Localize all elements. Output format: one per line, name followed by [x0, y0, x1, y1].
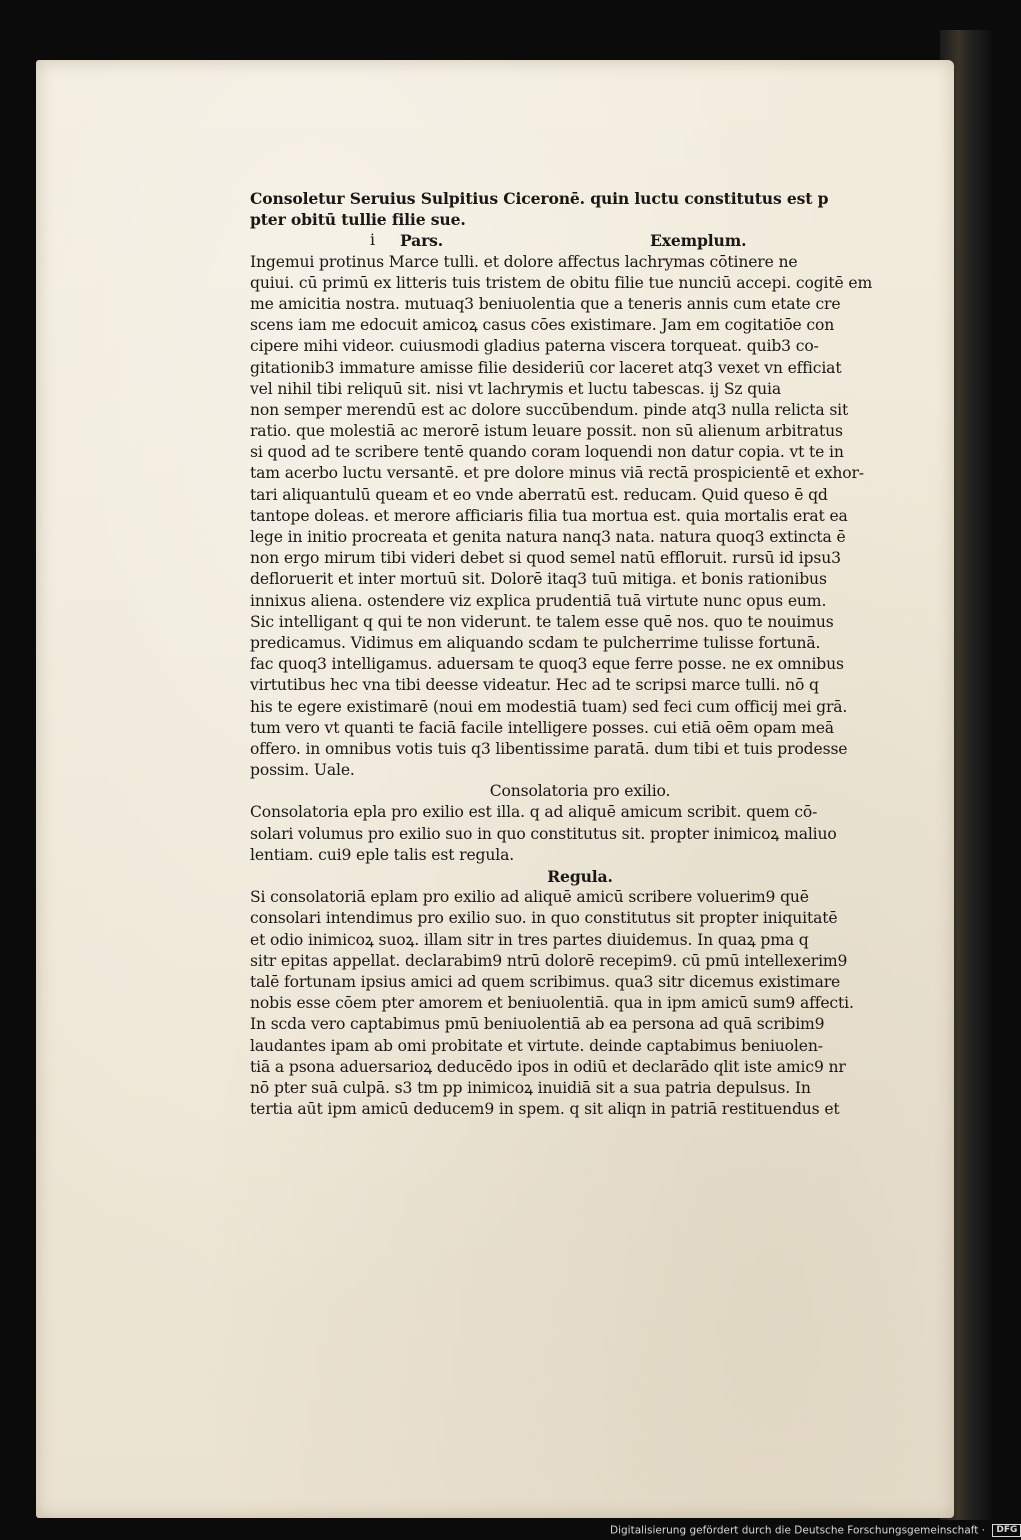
text-line: solari volumus pro exilio suo in quo constitutus sit. propter inimicoꝝ maliuo	[250, 824, 837, 843]
text-line: predicamus. Vidimus em aliquando scdam te pulcherrime tulisse fortunā.	[250, 633, 821, 652]
text-line: non semper merendū est ac dolore succūbendum. pinde atq3 nulla relicta sit	[250, 400, 849, 419]
pars-marker: i	[370, 231, 375, 250]
text-line: et odio inimicoꝝ suoꝝ. illam sitr in tres partes diuidemus. In quaꝝ pma q	[250, 930, 809, 949]
text-line: consolari intendimus pro exilio suo. in quo constitutus sit propter iniquitatē	[250, 909, 838, 928]
text-line: si quod ad te scribere tentē quando coram loquendi non datur copia. vt te in	[250, 443, 844, 462]
text-line: defloruerit et inter mortuū sit. Dolorē itaq3 tuū mitiga. et bonis rationibus	[250, 570, 827, 589]
dfg-logo: DFG	[992, 1524, 1021, 1537]
digitization-footer	[610, 1524, 1021, 1538]
consolatoria-intro	[250, 802, 910, 866]
text-line: offero. in omnibus votis tuis q3 libentissime paratā. dum tibi et tuis prodesse	[250, 739, 848, 758]
exemplum-body	[250, 252, 910, 782]
pars-label: Pars.	[400, 231, 444, 251]
footer-separator-icon: ·	[978, 1524, 989, 1537]
text-line: gitationib3 immature amisse filie desideriū cor laceret atq3 vexet vn efficiat	[250, 358, 842, 377]
heading-line-2: pter obitū tullie filie sue.	[250, 210, 466, 230]
text-line: cipere mihi videor. cuiusmodi gladius paterna viscera torqueat. quib3 co-	[250, 337, 819, 356]
text-line: lentiam. cui9 eple talis est regula.	[250, 845, 515, 864]
text-line: virtutibus hec vna tibi deesse videatur. Hec ad te scripsi marce tulli. nō q	[250, 676, 819, 695]
text-line: talē fortunam ipsius amici ad quem scribimus. qua3 sitr dicemus existimare	[250, 972, 841, 991]
text-line: tari aliquantulū queam et eo vnde aberratū est. reducam. Quid queso ē qd	[250, 485, 828, 504]
text-line: ratio. que molestiā ac merorē istum leuare possit. non sū alienum arbitratus	[250, 422, 843, 441]
text-line: his te egere existimarē (noui em modestiā tuam) sed feci cum officij mei grā.	[250, 697, 848, 716]
text-line: Sic intelligant q qui te non viderunt. te talem esse quē nos. quo te nouimus	[250, 612, 834, 631]
text-line: Consolatoria epla pro exilio est illa. q ad aliquē amicum scribit. quem cō-	[250, 803, 818, 822]
text-line: tiā a psona aduersarioꝝ deducēdo ipos in odiū et declarādo qlit iste amic9 nr	[250, 1057, 846, 1076]
text-line: nobis esse cōem pter amorem et beniuolentiā. qua in ipm amicū sum9 affecti.	[250, 994, 854, 1013]
text-line: Si consolatoriā eplam pro exilio ad aliquē amicū scribere voluerim9 quē	[250, 888, 809, 907]
text-line: tertia aūt ipm amicū deducem9 in spem. q sit aliqn in patriā restituendus et	[250, 1100, 840, 1119]
text-line: In scda vero captabimus pmū beniuolentiā ab ea persona ad quā scribim9	[250, 1015, 825, 1034]
text-line: possim. Uale.	[250, 761, 355, 780]
text-line: tum vero vt quanti te faciā facile intelligere posses. cui etiā oēm opam meā	[250, 718, 834, 737]
text-line: laudantes ipam ab omi probitate et virtute. deinde captabimus beniuolen-	[250, 1036, 823, 1055]
regula-title: Regula.	[547, 867, 613, 886]
text-line: nō pter suā culpā. s3 tm pp inimicoꝝ inuidiā sit a sua patria depulsus. In	[250, 1078, 811, 1097]
text-line: Ingemui protinus Marce tulli. et dolore affectus lachrymas cōtinere ne	[250, 252, 798, 271]
text-line: lege in initio procreata et genita natura nanq3 nata. natura quoq3 extincta ē	[250, 528, 846, 546]
text-line: sitr epitas appellat. declarabim9 ntrū dolorē recepim9. cū pmū intellexerim9	[250, 951, 848, 970]
text-line: non ergo mirum tibi videri debet si quod semel natū effloruit. rursū id ipsu3	[250, 549, 841, 568]
text-line: innixus aliena. ostendere viz explica prudentiā tuā virtute nunc opus eum.	[250, 591, 827, 610]
pars-exemplum-line	[250, 230, 910, 251]
text-line: tam acerbo luctu versantē. et pre dolore minus viā rectā prospicientē et exhor-	[250, 464, 864, 483]
heading-line-1: Consoletur Seruius Sulpitius Ciceronē. quin luctu constitutus est p	[250, 189, 829, 208]
text-line: tantope doleas. et merore afficiaris filia tua mortua est. quia mortalis erat ea	[250, 506, 848, 525]
text-line: scens iam me edocuit amicoꝝ casus cōes existimare. Jam em cogitatiōe con	[250, 316, 835, 335]
printed-text-block	[250, 188, 910, 1120]
regula-body	[250, 887, 910, 1120]
footer-credit-text: Digitalisierung gefördert durch die Deutsche Forschungsgemeinschaft	[610, 1524, 979, 1537]
consolatoria-pro-exilio-title: Consolatoria pro exilio.	[489, 782, 671, 801]
text-line: me amicitia nostra. mutuaq3 beniuolentia que a teneris annis cum etate cre	[250, 294, 841, 313]
exemplum-label: Exemplum.	[650, 231, 747, 251]
text-line: vel nihil tibi reliquū sit. nisi vt lachrymis et luctu tabescas. ij Sz quia	[250, 379, 781, 398]
text-line: fac quoq3 intelligamus. aduersam te quoq3 eque ferre posse. ne ex omnibus	[250, 655, 844, 674]
text-line: quiui. cū primū ex litteris tuis tristem de obitu filie tue nunciū accepi. cogitē em	[250, 273, 873, 292]
